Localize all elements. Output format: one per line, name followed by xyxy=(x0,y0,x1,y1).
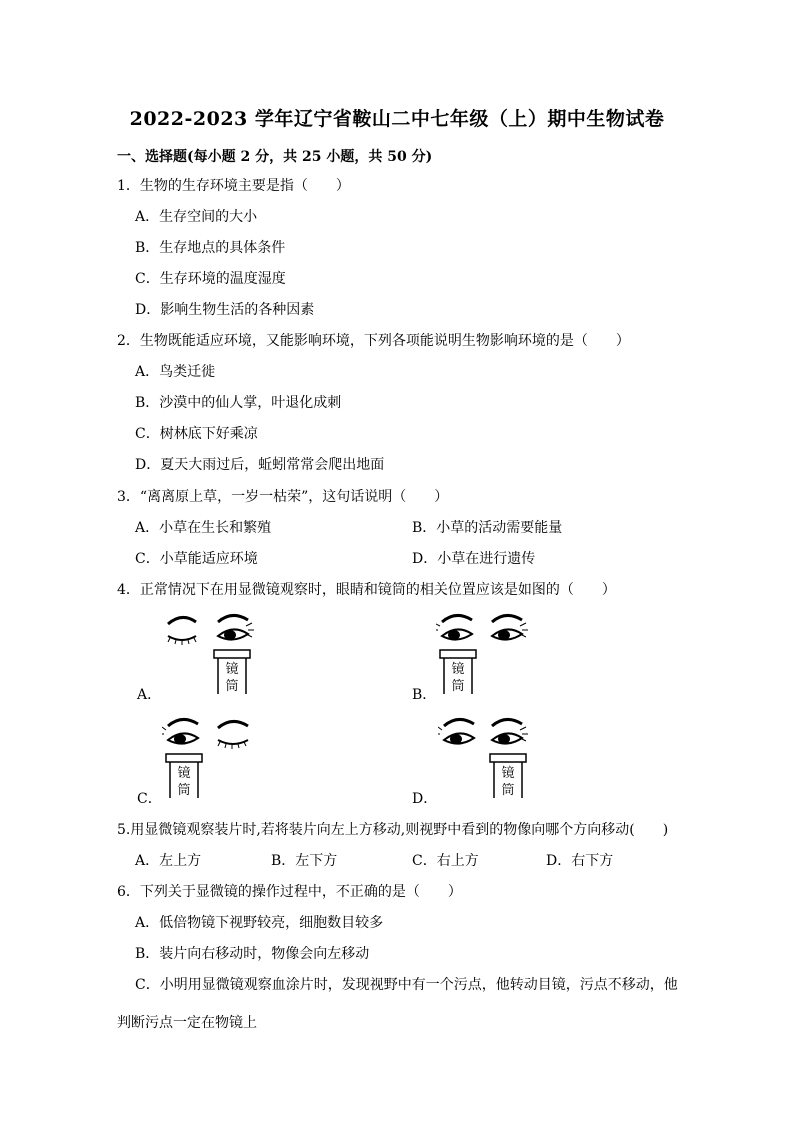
question-6-option-c-continued: 判断污点一定在物镜上 xyxy=(117,1015,257,1031)
question-3-option-b: B．小草的活动需要能量 xyxy=(412,520,563,536)
question-4-option-d: D． xyxy=(412,791,438,807)
question-3-option-c: C．小草能适应环境 xyxy=(135,551,258,567)
question-3-option-a: A．小草在生长和繁殖 xyxy=(135,520,272,536)
question-1-stem: 1．生物的生存环境主要是指（ ） xyxy=(117,178,350,194)
question-5-option-d: D．右下方 xyxy=(546,853,614,869)
page-title: 2022-2023 学年辽宁省鞍山二中七年级（上）期中生物试卷 xyxy=(129,108,665,130)
question-5-stem: 5.用显微镜观察装片时,若将装片向左上方移动,则视野中看到的物像向哪个方向移动( ) xyxy=(117,822,669,838)
question-3-option-d: D．小草在进行遗传 xyxy=(412,551,536,567)
question-5-option-b: B．左下方 xyxy=(271,853,338,869)
question-3-stem: 3．“离离原上草，一岁一枯荣”，这句话说明（ ） xyxy=(117,489,449,505)
question-4-option-c: C． xyxy=(137,791,162,807)
question-6-option-b: B．装片向右移动时，物像会向左移动 xyxy=(135,946,370,962)
question-5-option-c: C．右上方 xyxy=(412,853,479,869)
question-6-stem: 6．下列关于显微镜的操作过程中，不正确的是（ ） xyxy=(117,884,462,900)
tube-label-2: 筒 xyxy=(225,679,239,694)
question-2-option-c: C．树林底下好乘凉 xyxy=(135,426,258,442)
figure-a-eyes-and-tube xyxy=(160,612,260,696)
figure-d-eyes-and-tube xyxy=(438,716,538,800)
question-4-option-a: A． xyxy=(137,687,162,703)
question-1-option-a: A．生存空间的大小 xyxy=(135,209,258,225)
question-6-option-c: C．小明用显微镜观察血涂片时，发现视野中有一个污点，他转动目镜，污点不移动，他 xyxy=(135,977,678,993)
svg-text:筒: 筒 xyxy=(451,679,465,694)
question-2-option-b: B．沙漠中的仙人掌，叶退化成刺 xyxy=(135,395,342,411)
figure-b-eyes-and-tube xyxy=(436,612,536,696)
svg-text:筒: 筒 xyxy=(501,783,515,798)
question-6-option-a: A．低倍物镜下视野较亮，细胞数目较多 xyxy=(135,915,384,931)
svg-text:镜: 镜 xyxy=(177,766,191,781)
section-heading: 一、选择题(每小题 2 分，共 25 小题，共 50 分) xyxy=(117,149,433,165)
question-2-option-d: D．夏天大雨过后，蚯蚓常常会爬出地面 xyxy=(135,457,385,473)
figure-c-eyes-and-tube xyxy=(162,716,262,800)
question-1-option-d: D．影响生物生活的各种因素 xyxy=(135,302,315,318)
question-1-option-c: C．生存环境的温度湿度 xyxy=(135,271,286,287)
question-5-option-a: A．左上方 xyxy=(135,853,202,869)
svg-text:筒: 筒 xyxy=(177,783,191,798)
question-1-option-b: B．生存地点的具体条件 xyxy=(135,240,286,256)
tube-label-1: 镜 xyxy=(225,662,239,677)
question-2-option-a: A．鸟类迁徙 xyxy=(135,364,216,380)
question-4-stem: 4．正常情况下在用显微镜观察时，眼睛和镜筒的相关位置应该是如图的（ ） xyxy=(117,582,616,598)
question-2-stem: 2．生物既能适应环境，又能影响环境，下列各项能说明生物影响环境的是（ ） xyxy=(117,333,630,349)
svg-text:镜: 镜 xyxy=(451,662,465,677)
question-4-option-b: B． xyxy=(412,687,437,703)
svg-text:镜: 镜 xyxy=(501,766,515,781)
